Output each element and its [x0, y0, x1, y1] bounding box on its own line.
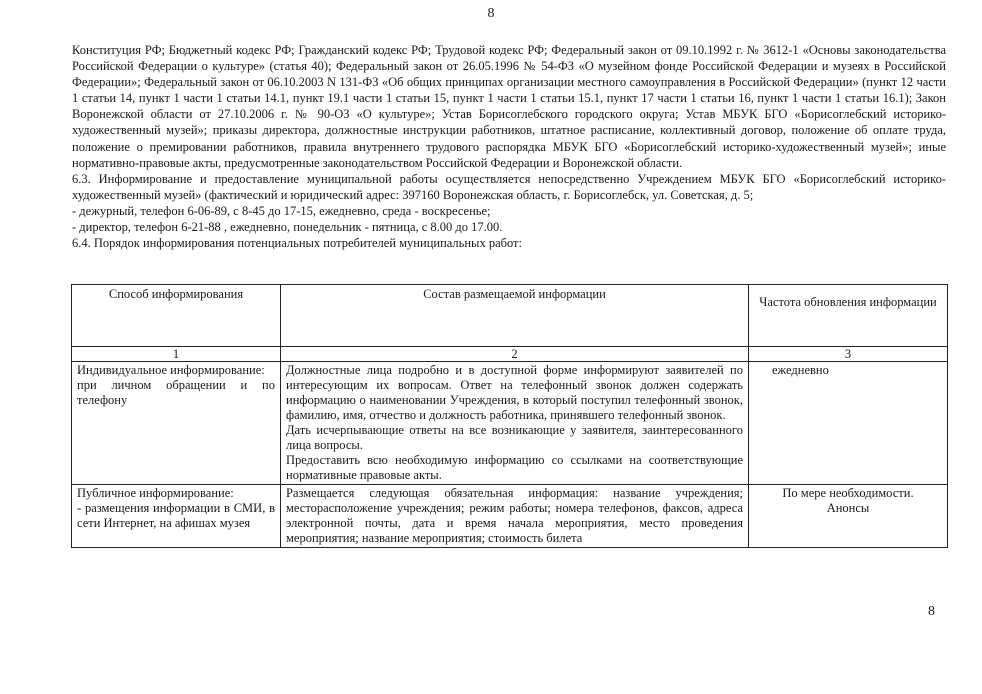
- method-detail: при личном обращении и по телефону: [77, 378, 275, 407]
- content-cell: [281, 362, 749, 485]
- content-paragraph: Дать исчерпывающие ответы на все возникающие у заявителя, заинтересованного лица вопросы.: [286, 423, 743, 452]
- column-number-row: [72, 347, 948, 362]
- content-paragraph: Предоставить всю необходимую информацию со ссылками на соответствующие нормативные правовые акты.: [286, 453, 743, 482]
- table-header-row: [72, 285, 948, 347]
- intro-text: [72, 42, 946, 251]
- frequency-value: ежедневно: [772, 363, 829, 377]
- content-paragraph: Должностные лица подробно и в доступной форме информируют заявителей по интересующим их вопросам. Ответ на телефонный звонок должен содержать информацию о наименовании Учреждения, в который поступил телефонный звонок, фамилию, имя, отчество и должность работника, принявшего телефонный звонок.: [286, 363, 743, 422]
- table-row: [72, 485, 948, 548]
- table-row: [72, 362, 948, 485]
- content-cell: [281, 485, 749, 548]
- header-content: Состав размещаемой информации: [281, 285, 749, 347]
- page-number-top: 8: [487, 6, 495, 21]
- information-table: [71, 284, 948, 548]
- section-6-4-heading: 6.4. Порядок информирования потенциальных потребителей муниципальных работ:: [72, 236, 522, 251]
- method-cell: [72, 485, 281, 548]
- column-number-1: 1: [72, 347, 281, 362]
- method-detail: - размещения информации в СМИ, в сети Интернет, на афишах музея: [77, 501, 275, 530]
- frequency-cell: [749, 485, 948, 548]
- method-cell: [72, 362, 281, 485]
- column-number-3: 3: [749, 347, 948, 362]
- header-method: Способ информирования: [72, 285, 281, 347]
- content-paragraph: Размещается следующая обязательная информация: название учреждения; месторасположение учреждения; режим работы; номера телефонов, факсов, адреса электронной почты, дата и время начала мероприятия, место проведения мероприятия; название мероприятия; стоимость билета: [286, 486, 743, 545]
- frequency-value: Анонсы: [826, 501, 870, 515]
- frequency-cell: [749, 362, 948, 485]
- director-phone-line: - директор, телефон 6-21-88 , ежедневно, понедельник - пятница, с 8.00 до 17.00.: [72, 220, 503, 235]
- method-title: Индивидуальное информирование:: [77, 363, 265, 377]
- section-6-3-paragraph: 6.3. Информирование и предоставление муниципальной работы осуществляется непосредственно Учреждением МБУК БГО «Борисоглебский историко-художественный музей» (фактический и юридический адрес: 397160 Воронежская область, г. Борисоглебск, ул. Советская, д. 5;: [72, 171, 946, 202]
- page-number-bottom: 8: [928, 604, 935, 619]
- header-frequency: Частота обновления информации: [749, 285, 948, 347]
- legal-basis-paragraph: Конституция РФ; Бюджетный кодекс РФ; Гражданский кодекс РФ; Трудовой кодекс РФ; Федеральный закон от 09.10.1992 г. № 3612-1 «Основы законодательства Российской Федерации о культуре» (статья 40); Федеральный закон от 26.05.1996 № 54-ФЗ «О музейном фонде Российской Федерации и музеях в Российской Федерации»; Федеральный закон от 06.10.2003 N 131-ФЗ «Об общих принципах организации местного самоуправления в Российской Федерации» (пункт 12 части 1 статьи 14, пункт 1 части 1 статьи 14.1, пункт 19.1 части 1 статьи 15, пункт 1 части 1 статьи 15.1, пункт 17 части 1 статьи 16, пункт 1 части 1 статьи 16.1); Закон Воронежской области от 27.10.2006 г. № 90-ОЗ «О культуре»; Устав Борисоглебского городского округа; Устав МБУК БГО «Борисоглебский историко-художественный музей»; приказы директора, должностные инструкции работников, штатное расписание, коллективный договор, положение об оплате труда, положение о премировании работников, правила внутреннего трудового распорядка МБУК БГО «Борисоглебский историко-художественный музей»; иные нормативно-правовые акты, предусмотренные законодательством Российской Федерации и Воронежской области.: [72, 43, 946, 170]
- column-number-2: 2: [281, 347, 749, 362]
- frequency-value: По мере необходимости.: [782, 486, 914, 500]
- method-title: Публичное информирование:: [77, 486, 234, 500]
- duty-phone-line: - дежурный, телефон 6-06-89, с 8-45 до 17-15, ежедневно, среда - воскресенье;: [72, 203, 491, 218]
